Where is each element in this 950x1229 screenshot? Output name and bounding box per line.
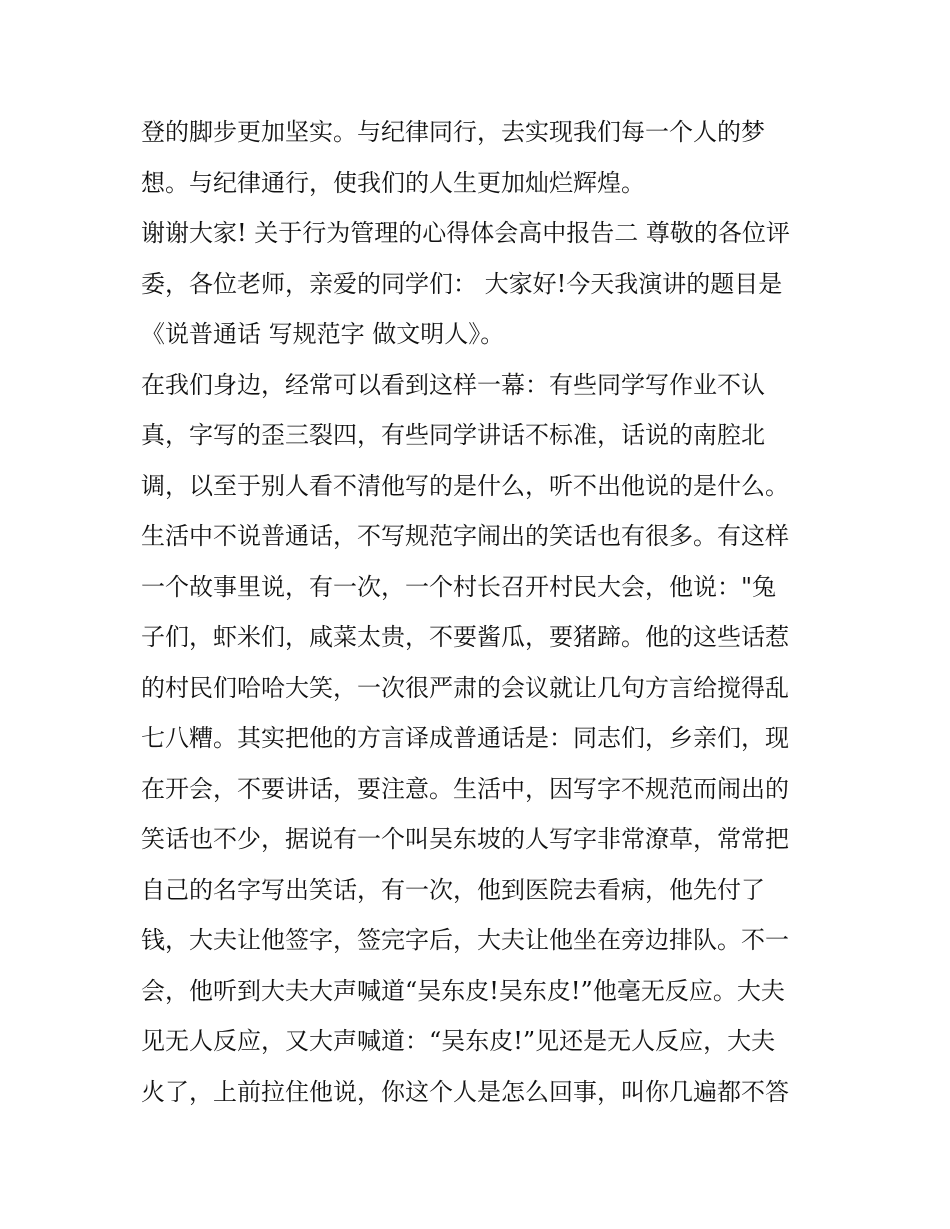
text-line: 一个故事里说，有一次，一个村长召开村民大会，他说："兔 [141,572,777,601]
text-line: 想。与纪律通行，使我们的人生更加灿烂辉煌。 [141,168,645,197]
text-line: 登的脚步更加坚实。与纪律同行，去实现我们每一个人的梦 [141,118,765,146]
text-line: 自己的名字写出笑话，有一次，他到医院去看病，他先付了 [141,875,765,904]
text-line: 见无人反应，又大声喊道：“吴东皮!”见还是无人反应，大夫 [141,1027,776,1055]
text-line: 会，他听到大夫大声喊道“吴东皮!吴东皮!”他毫无反应。大夫 [141,976,785,1005]
text-line: 七八糟。其实把他的方言译成普通话是：同志们，乡亲们，现 [141,724,789,752]
text-line: 真，字写的歪三裂四，有些同学讲话不标准，话说的南腔北 [141,421,765,449]
text-line: 委，各位老师，亲爱的同学们： 大家好!今天我演讲的题目是 [141,269,783,298]
text-line: 生活中不说普通话，不写规范字闹出的笑话也有很多。有这样 [141,522,789,550]
text-line: 的村民们哈哈大笑，一次很严肃的会议就让几句方言给搅得乱 [141,673,789,702]
text-line: 在开会，不要讲话，要注意。生活中，因写字不规范而闹出的 [141,774,789,803]
text-line: 在我们身边，经常可以看到这样一幕：有些同学写作业不认 [141,370,765,399]
body-text [141,107,821,1117]
text-line: 调，以至于别人看不清他写的是什么，听不出他说的是什么。 [141,471,789,500]
text-line: 谢谢大家! 关于行为管理的心得体会高中报告二 尊敬的各位评 [141,219,790,247]
text-line: 火了，上前拉住他说，你这个人是怎么回事，叫你几遍都不答 [141,1077,789,1106]
text-line: 《说普通话 写规范字 做文明人》。 [141,320,505,348]
text-line: 子们，虾米们，咸菜太贵，不要酱瓜，要猪蹄。他的这些话惹 [141,623,789,651]
text-line: 笑话也不少，据说有一个叫吴东坡的人写字非常潦草，常常把 [141,825,789,853]
text-line: 钱，大夫让他签字，签完字后，大夫让他坐在旁边排队。不一 [141,926,789,954]
